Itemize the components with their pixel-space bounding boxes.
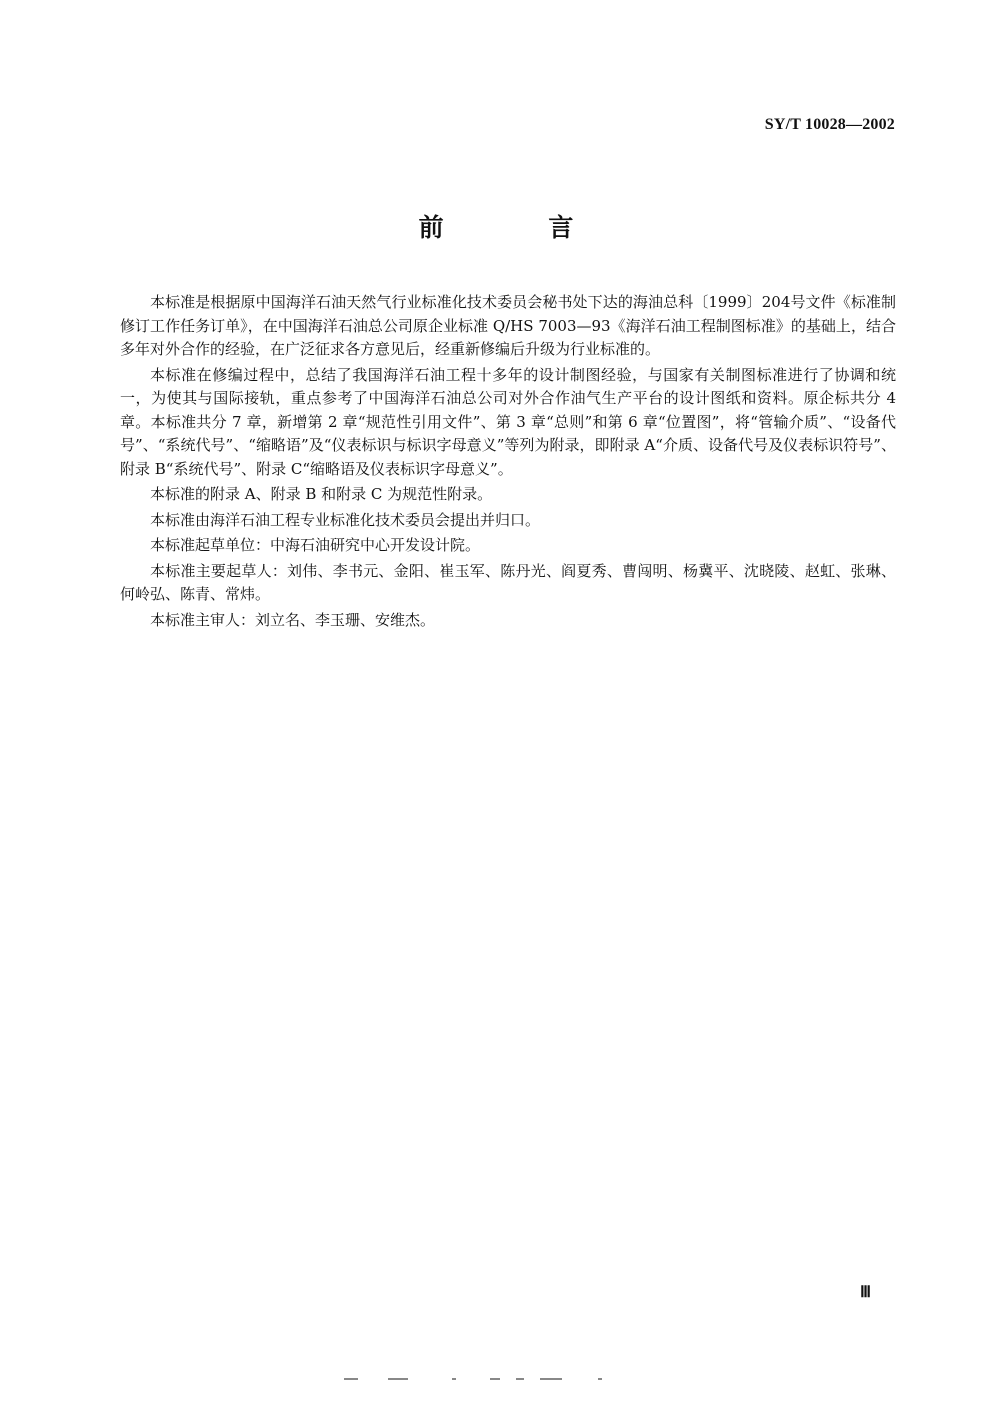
standard-code: SY/T 10028—2002 xyxy=(764,116,895,133)
paragraph-revision: 本标准在修编过程中，总结了我国海洋石油工程十多年的设计制图经验，与国家有关制图标准进行了协调和统一，为使其与国际接轨，重点参考了中国海洋石油总公司对外合作油气生产平台的设计图纸和资料。原企标共分 4 章。本标准共分 7 章，新增第 2 章“规范性引用文件”、第 3 章“总则”和第 6 章“位置图”，将“管输介质”、“设备代号”、“系统代号”、“缩略语”及“仪表标识与标识字母意义”等列为附录，即附录 A“介质、设备代号及仪表标识符号”、附录 B“系统代号”、附录 C“缩略语及仪表标识字母意义”。 xyxy=(120,365,896,478)
paragraph-appendix-status: 本标准的附录 A、附录 B 和附录 C 为规范性附录。 xyxy=(150,485,493,503)
paragraph-drafters: 本标准主要起草人：刘伟、李书元、金阳、崔玉军、陈丹光、阎夏秀、曹闯明、杨冀平、沈晓陵、赵虹、张琳、何岭弘、陈青、常炜。 xyxy=(120,561,896,603)
scan-artifact xyxy=(340,1378,620,1384)
page-number: Ⅲ xyxy=(860,1284,872,1301)
paragraph-reviewers: 本标准主审人：刘立名、李玉珊、安维杰。 xyxy=(150,610,436,629)
foreword-body xyxy=(120,291,896,634)
paragraph-origin: 本标准是根据原中国海洋石油天然气行业标准化技术委员会秘书处下达的海油总科〔1999〕204号文件《标准制修订工作任务订单》，在中国海洋石油总公司原企业标准 Q/HS 7003—93《海洋石油工程制图标准》的基础上，结合多年对外合作的经验，在广泛征求各方意见后，经重新修编后升级为行业标准的。 xyxy=(120,293,896,358)
page-title: 前 言 xyxy=(418,213,622,242)
paragraph-drafting-unit: 本标准起草单位：中海石油研究中心开发设计院。 xyxy=(150,536,481,554)
paragraph-proposer: 本标准由海洋石油工程专业标准化技术委员会提出并归口。 xyxy=(150,510,541,529)
